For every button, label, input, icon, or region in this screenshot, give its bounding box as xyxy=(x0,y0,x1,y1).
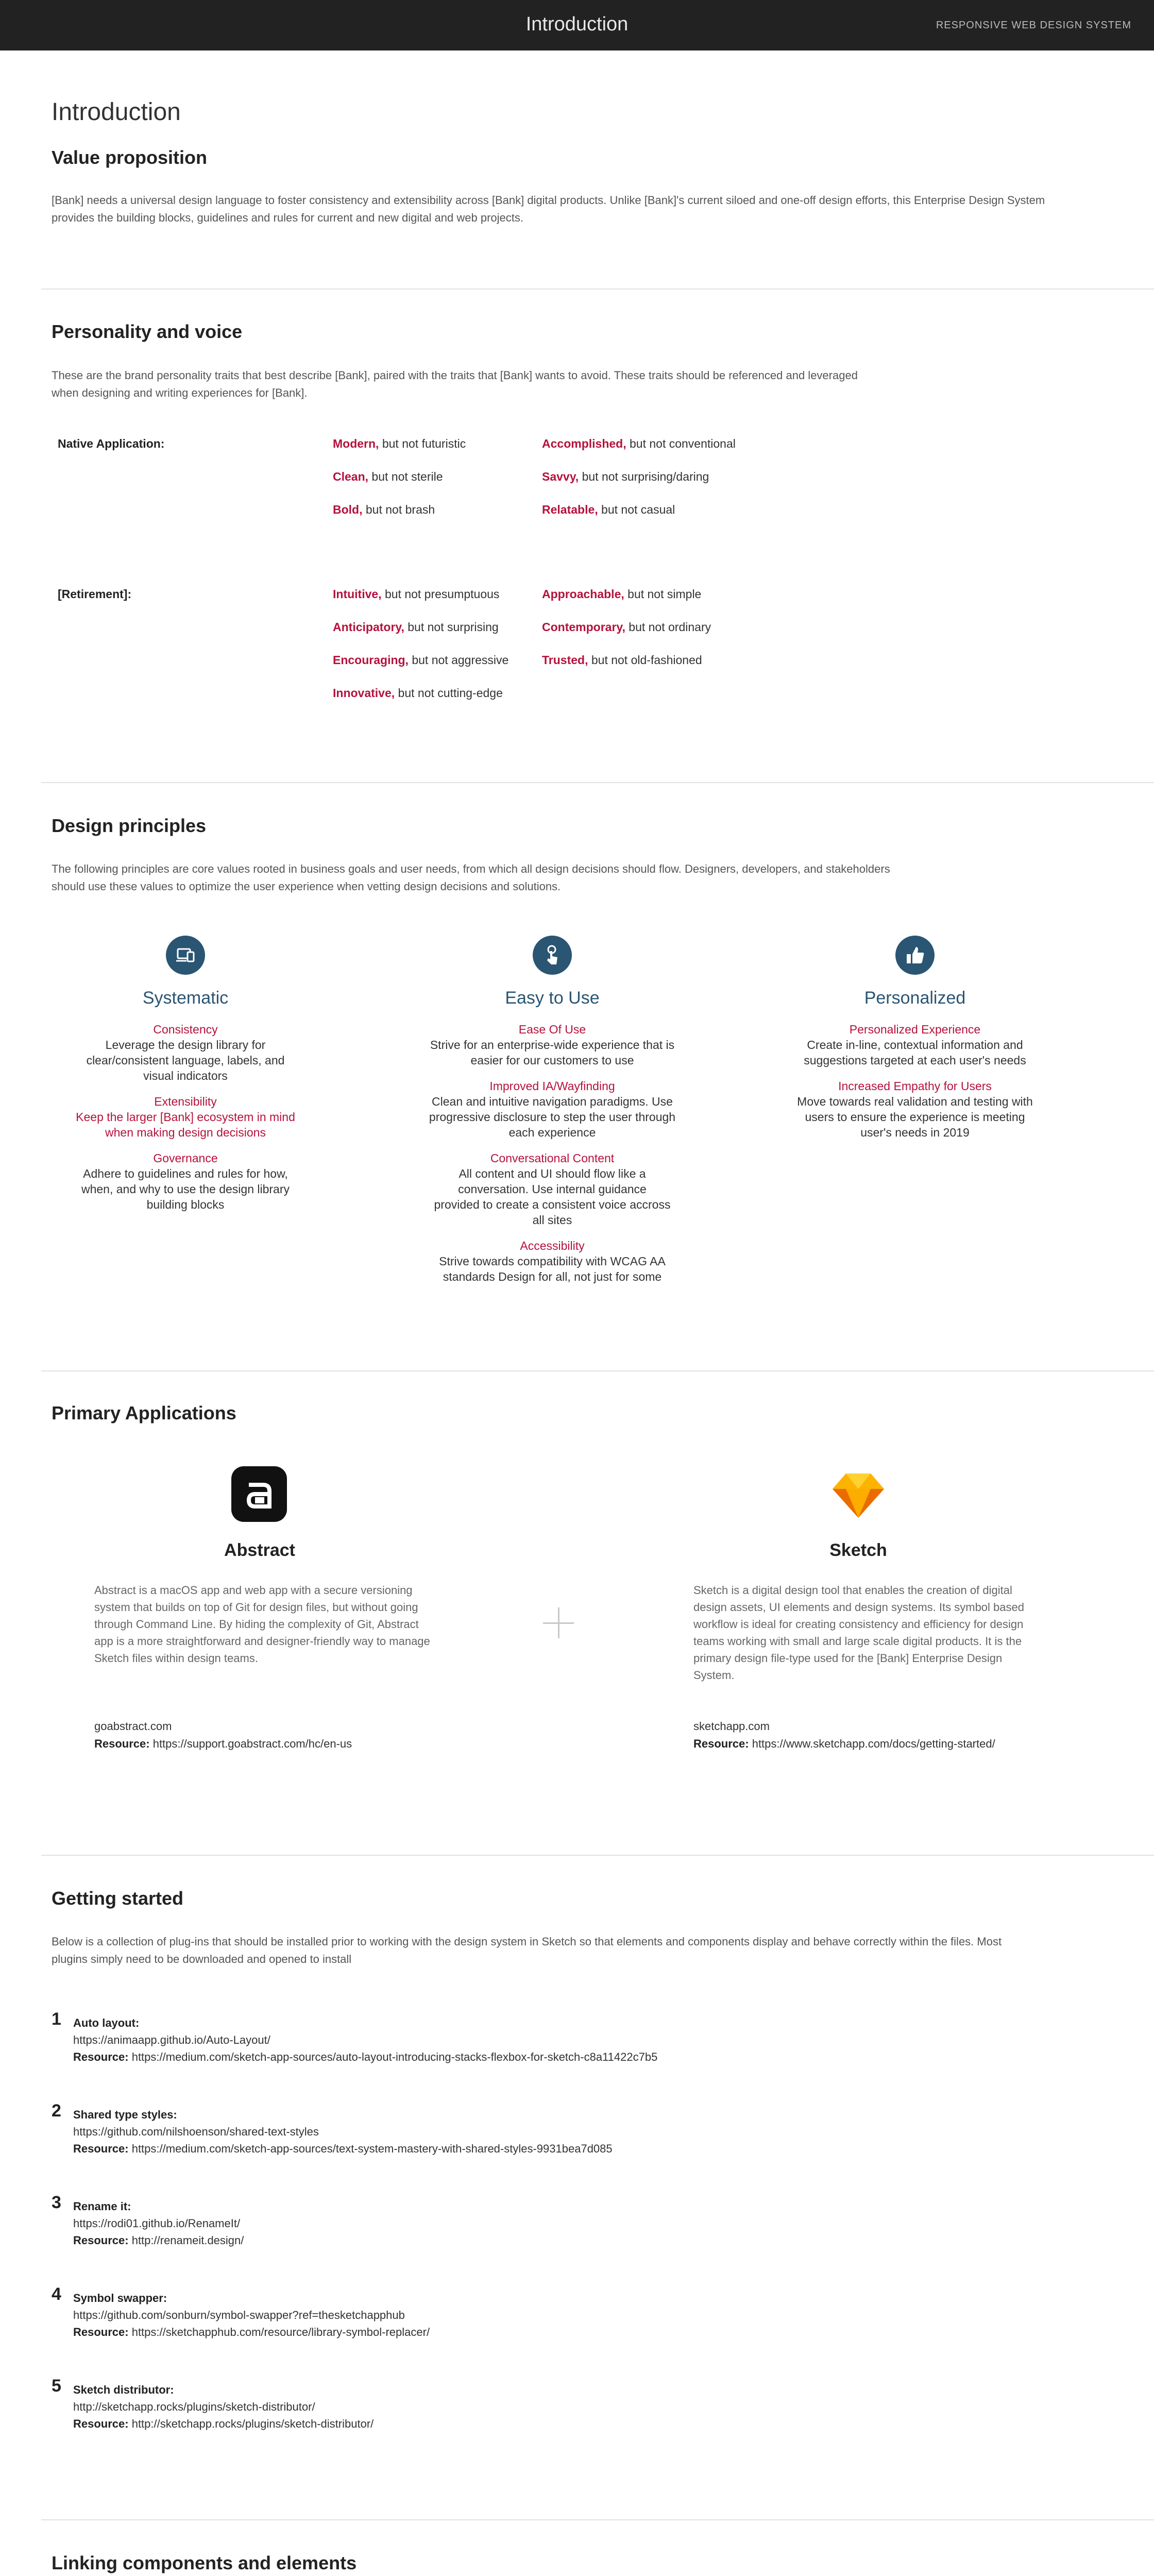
abstract-site-link[interactable]: goabstract.com xyxy=(94,1720,172,1733)
linking-heading: Linking components and elements xyxy=(52,2552,357,2573)
principle-item: Accessibility Strive towards compatibility with WCAG AA standards Design for all, not just for some xyxy=(439,1239,666,1283)
abstract-resource-link[interactable]: Resource: https://support.goabstract.com/hc/en-us xyxy=(94,1737,352,1750)
brand-label[interactable]: RESPONSIVE WEB DESIGN SYSTEM xyxy=(936,20,1131,31)
personality-heading: Personality and voice xyxy=(52,321,243,342)
trait-item: Trusted, but not old-fashioned xyxy=(542,653,702,667)
step-number: 5 xyxy=(52,2376,61,2396)
trait-item: Relatable, but not casual xyxy=(542,503,675,516)
personality-text: These are the brand personality traits that best describe [Bank], paired with the traits that [Bank] wants to avoid. These traits should be referenced and leveraged when designing and writing experiences for [Bank]. xyxy=(52,369,858,399)
trait-item: Encouraging, but not aggressive xyxy=(333,653,509,667)
principle-item: Personalized Experience Create in-line, contextual information and suggestions targeted at each user's needs xyxy=(804,1023,1026,1067)
sketch-resource-link[interactable]: Resource: https://www.sketchapp.com/docs/getting-started/ xyxy=(693,1737,995,1750)
trait-item: Clean, but not sterile xyxy=(333,470,443,483)
abstract-description: Abstract is a macOS app and web app with a secure versioning system that builds on top of Git for design files, but without going through Command Line. By hiding the complexity of Git, Abstract app is a more straightforward and designer-friendly way to manage Sketch files within design teams. xyxy=(94,1584,430,1665)
trait-item: Bold, but not brash xyxy=(333,503,435,516)
plugin-resource[interactable]: Resource: https://medium.com/sketch-app-sources/auto-layout-introducing-stacks-flexbox-for-sketch-c8a11422c7b5 xyxy=(73,2050,658,2063)
section-divider xyxy=(41,1370,1154,1371)
plugin-resource[interactable]: Resource: http://sketchapp.rocks/plugins/sketch-distributor/ xyxy=(73,2417,374,2430)
page-title: Introduction xyxy=(52,98,181,126)
trait-item: Contemporary, but not ordinary xyxy=(542,620,711,634)
trait-item: Innovative, but not cutting-edge xyxy=(333,686,503,700)
section-divider xyxy=(41,289,1154,290)
plugin-resource[interactable]: Resource: https://sketchapphub.com/resource/library-symbol-replacer/ xyxy=(73,2326,430,2338)
plugin-name: Sketch distributor: xyxy=(73,2383,174,2396)
step-number: 4 xyxy=(52,2284,61,2304)
plugin-url[interactable]: http://sketchapp.rocks/plugins/sketch-distributor/ xyxy=(73,2400,315,2413)
section-divider xyxy=(41,782,1154,783)
principle-item: Extensibility Keep the larger [Bank] ecosystem in mind when making design decisions xyxy=(76,1095,295,1139)
getting-started-heading: Getting started xyxy=(52,1888,184,1909)
plugin-name: Rename it: xyxy=(73,2200,131,2213)
sketch-name: Sketch xyxy=(829,1540,887,1560)
primary-applications-heading: Primary Applications xyxy=(52,1402,236,1423)
trait-item: Intuitive, but not presumptuous xyxy=(333,587,500,601)
plugin-resource[interactable]: Resource: http://renameit.design/ xyxy=(73,2234,244,2247)
trait-item: Approachable, but not simple xyxy=(542,587,702,601)
touch-icon xyxy=(533,936,572,975)
sketch-description: Sketch is a digital design tool that enables the creation of digital design assets, UI elements and design systems. Its symbol based workflow is ideal for creating consistency and efficiency for design teams working with small and large scale digital products. It is the primary design file-type used for the [Bank] Enterprise Design System. xyxy=(693,1584,1024,1682)
principle-systematic xyxy=(21,936,350,1223)
trait-group-label: [Retirement]: xyxy=(58,587,132,601)
sketch-site-link[interactable]: sketchapp.com xyxy=(693,1720,770,1733)
principle-item: Governance Adhere to guidelines and rules for how, when, and why to use the design library building blocks xyxy=(81,1151,290,1211)
principle-item: Improved IA/Wayfinding Clean and intuitive navigation paradigms. Use progressive disclosure to step the user through each experience xyxy=(429,1079,676,1139)
section-divider xyxy=(41,2519,1154,2520)
section-divider xyxy=(41,1855,1154,1856)
value-proposition-text: [Bank] needs a universal design language to foster consistency and extensibility across [Bank] digital products. Unlike [Bank]'s current siloed and one-off design efforts, this Enterprise Design System provides the building blocks, guidelines and rules for current and new digital and web projects. xyxy=(52,194,1045,224)
principle-personalized xyxy=(750,936,1080,1150)
plugin-name: Auto layout: xyxy=(73,2016,140,2029)
plugin-url[interactable]: https://animaapp.github.io/Auto-Layout/ xyxy=(73,2033,270,2046)
principle-title: Personalized xyxy=(864,988,966,1008)
plugin-url[interactable]: https://rodi01.github.io/RenameIt/ xyxy=(73,2217,241,2230)
principle-item: Conversational Content All content and UI should flow like a conversation. Use internal guidance provided to create a consistent voice accross all sites xyxy=(434,1151,671,1227)
step-number: 3 xyxy=(52,2193,61,2212)
top-bar xyxy=(0,0,1154,50)
principle-easy-to-use xyxy=(387,936,717,1295)
page-header-title: Introduction xyxy=(525,13,629,35)
trait-item: Accomplished, but not conventional xyxy=(542,437,736,450)
plus-icon xyxy=(543,1607,574,1638)
principle-item: Increased Empathy for Users Move towards real validation and testing with users to ensure the experience is meeting user's needs in 2019 xyxy=(797,1079,1033,1139)
design-principles-heading: Design principles xyxy=(52,815,207,836)
abstract-name: Abstract xyxy=(224,1540,295,1560)
abstract-logo-icon xyxy=(231,1466,287,1522)
principle-title: Systematic xyxy=(142,988,229,1008)
trait-item: Savvy, but not surprising/daring xyxy=(542,470,709,483)
principle-title: Easy to Use xyxy=(505,988,600,1008)
principle-item: Ease Of Use Strive for an enterprise-wide experience that is easier for our customers to use xyxy=(430,1023,675,1067)
design-principles-text: The following principles are core values rooted in business goals and user needs, from which all design decisions should flow. Designers, developers, and stakeholders should use these values to optimize the user experience when vetting design decisions and solutions. xyxy=(52,862,890,893)
plugin-name: Shared type styles: xyxy=(73,2108,177,2121)
step-number: 2 xyxy=(52,2101,61,2121)
thumbs-up-icon xyxy=(895,936,935,975)
devices-icon xyxy=(166,936,205,975)
trait-item: Modern, but not futuristic xyxy=(333,437,466,450)
plugin-url[interactable]: https://github.com/sonburn/symbol-swapper?ref=thesketchapphub xyxy=(73,2309,405,2321)
step-number: 1 xyxy=(52,2009,61,2029)
plugin-name: Symbol swapper: xyxy=(73,2292,167,2304)
plugin-resource[interactable]: Resource: https://medium.com/sketch-app-sources/text-system-mastery-with-shared-styles-9931bea7d085 xyxy=(73,2142,613,2155)
trait-group-label: Native Application: xyxy=(58,437,165,450)
sketch-logo-icon xyxy=(830,1466,886,1522)
getting-started-text: Below is a collection of plug-ins that should be installed prior to working with the design system in Sketch so that elements and components display and behave correctly within the files. Most plugins simply need to be downloaded and opened to install xyxy=(52,1935,1002,1965)
principle-item: Consistency Leverage the design library for clear/consistent language, labels, and visual indicators xyxy=(86,1023,285,1082)
value-proposition-heading: Value proposition xyxy=(52,147,208,168)
trait-item: Anticipatory, but not surprising xyxy=(333,620,499,634)
plugin-url[interactable]: https://github.com/nilshoenson/shared-text-styles xyxy=(73,2125,319,2138)
